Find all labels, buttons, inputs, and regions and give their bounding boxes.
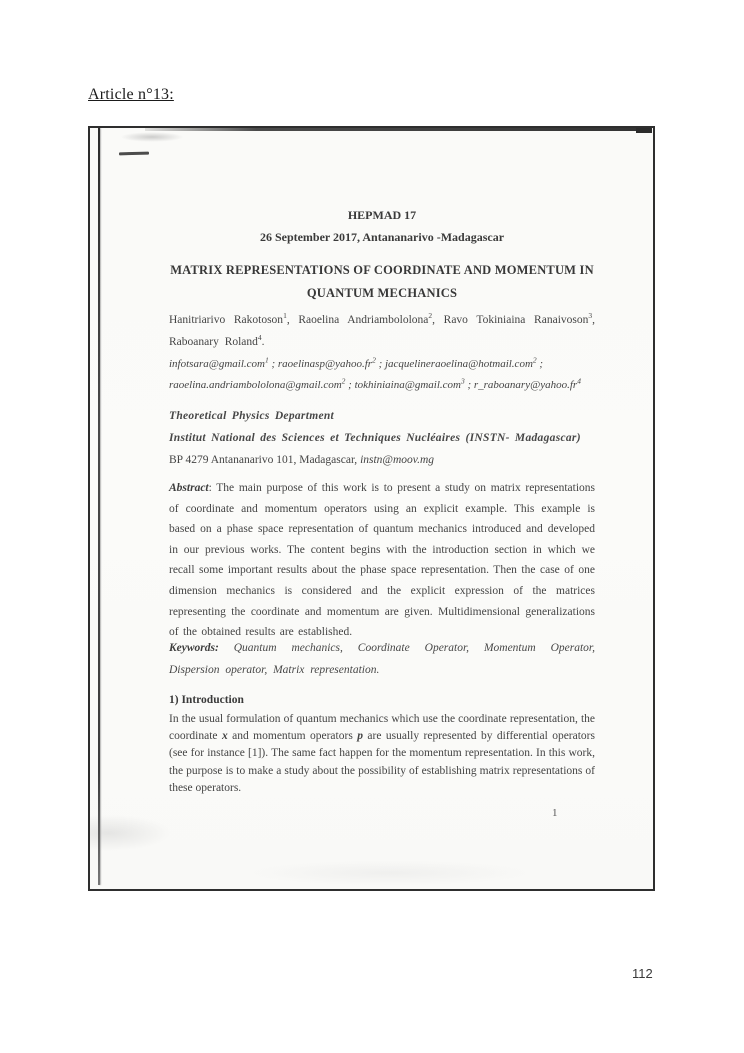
- introduction-text: and momentum operators: [227, 730, 358, 743]
- abstract-text: : The main purpose of this work is to present a study on matrix representations of coordinate and momentum operators using an explicit example. This example is based on a phase space representation of quantum mechanics introduced and developed in our previous works. The content begins with the introduction section in which we recall some important results about the phase space representation. Then the case of one dimension mechanics is considered and the explicit expression of the matrices representing the coordinate and momentum are given. Multidimensional generalizations of the obtained results are established.: [169, 482, 595, 639]
- author-affiliation-ref: 4: [257, 333, 262, 343]
- coordinate-symbol: x: [221, 730, 228, 743]
- email-address: jacquelineraoelina@hotmail.com: [384, 358, 533, 370]
- email-affiliation-ref: 4: [577, 376, 581, 386]
- email-affiliation-ref: 2: [341, 376, 346, 386]
- email-separator: ;: [375, 358, 385, 370]
- author-name: , Raboanary Roland: [169, 314, 595, 348]
- abstract-label: Abstract: [169, 482, 209, 494]
- author-name: Hanitriarivo Rakotoson: [169, 314, 284, 326]
- paper-title-line1: MATRIX REPRESENTATIONS OF COORDINATE AND MOMENTUM IN: [170, 263, 594, 277]
- keywords-text: Quantum mechanics, Coordinate Operator, Momentum Operator, Dispersion operator, Matrix representation.: [169, 642, 595, 676]
- introduction-paragraph: [169, 711, 595, 797]
- email-line: [169, 354, 595, 396]
- scan-edge-artifact-corner: [636, 128, 652, 133]
- paper-title: [169, 259, 595, 305]
- author-line-end: .: [261, 336, 265, 348]
- keywords-paragraph: [169, 638, 595, 681]
- author-affiliation-ref: 2: [428, 311, 433, 321]
- introduction-text: are usually represented by differential operators (see for instance [1]). The same fact happen for the momentum representation. In this work, the purpose is to make a study about the possibility of establishing matrix representations of these operators.: [169, 730, 595, 794]
- author-affiliation-ref: 3: [588, 311, 593, 321]
- affiliation-email: instn@moov.mg: [360, 454, 434, 466]
- affiliation-address: [169, 449, 595, 471]
- scan-edge-artifact-vertical: [98, 128, 100, 885]
- email-address: tokhiniaina@gmail.com: [354, 379, 461, 391]
- email-separator: ;: [464, 379, 474, 391]
- conference-name: HEPMAD 17: [347, 208, 417, 222]
- conference-header: [169, 204, 595, 248]
- email-address: infotsara@gmail.com: [169, 358, 265, 370]
- email-separator: ;: [345, 379, 355, 391]
- paper-title-line2: QUANTUM MECHANICS: [306, 286, 458, 300]
- email-address: raoelinasp@yahoo.fr: [277, 358, 373, 370]
- conference-date-location: 26 September 2017, Antananarivo -Madagascar: [259, 230, 505, 244]
- email-affiliation-ref: 2: [372, 355, 376, 365]
- scan-edge-artifact-top: [145, 128, 652, 131]
- author-name: , Ravo Tokiniaina Ranaivoson: [432, 314, 589, 326]
- email-affiliation-ref: 2: [532, 355, 537, 365]
- email-affiliation-ref: 1: [264, 355, 269, 365]
- email-address: raoelina.andriambololona@gmail.com: [169, 379, 342, 391]
- affiliation-institute: Institut National des Sciences et Techniques Nucléaires (INSTN- Madagascar): [169, 432, 581, 444]
- author-affiliation-ref: 1: [283, 311, 287, 321]
- introduction-text: In the usual formulation of quantum mechanics which use the coordinate representation, the coordinate: [169, 713, 595, 743]
- keywords-label: Keywords:: [169, 642, 219, 654]
- author-line: [169, 309, 595, 353]
- scan-mark-dash: [119, 152, 149, 155]
- momentum-symbol: p: [357, 730, 363, 743]
- scan-page-number: 1: [552, 807, 558, 819]
- section-heading-introduction: 1) Introduction: [169, 694, 244, 706]
- email-separator: ;: [536, 358, 544, 370]
- email-affiliation-ref: 3: [460, 376, 465, 386]
- email-address: r_raboanary@yahoo.fr: [473, 379, 578, 391]
- article-label: Article n°13:: [88, 86, 174, 103]
- scanned-paper-frame: [88, 126, 655, 891]
- document-page-number: 112: [632, 966, 653, 981]
- affiliation-department: Theoretical Physics Department: [169, 410, 335, 422]
- affiliation-block: [169, 405, 595, 471]
- author-name: , Raoelina Andriambololona: [286, 314, 429, 326]
- abstract-paragraph: [169, 478, 595, 643]
- email-separator: ;: [268, 358, 278, 370]
- affiliation-address-text: BP 4279 Antananarivo 101, Madagascar,: [169, 454, 361, 466]
